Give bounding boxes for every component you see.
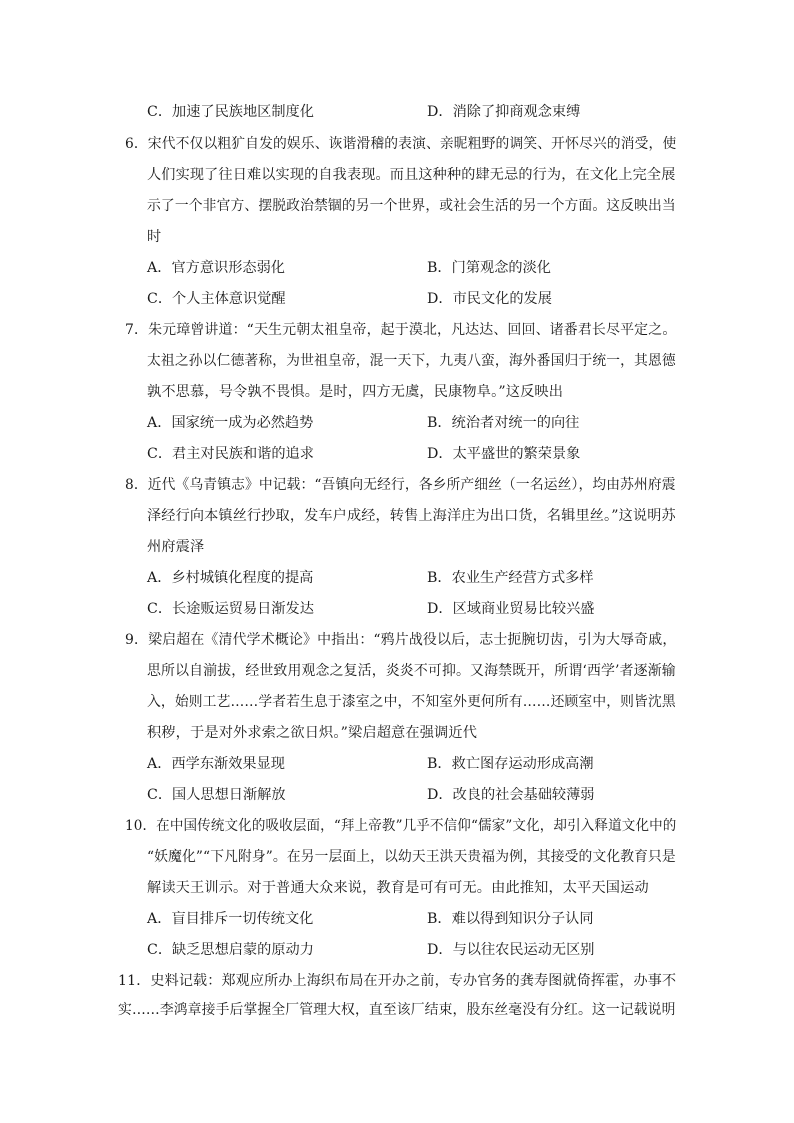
q11-line-2: 实……李鸿章接手后掌握全厂管理大权，直至该厂结束，股东丝毫没有分红。这一记载说明 [118, 1002, 676, 1018]
q10-line-2: “妖魔化”“下凡附身”。在另一层面上，以幼天王洪天贵福为例，其接受的文化教育只是 [147, 849, 676, 865]
q9-option-d: D．改良的社会基础较薄弱 [427, 787, 595, 803]
q9-line-2: 思所以自湔拔，经世致用观念之复活，炎炎不可抑。又海禁既开，所谓‘西学’者逐渐输 [147, 663, 676, 679]
q7-option-b: B．统治者对统一的向往 [427, 415, 580, 431]
q6-line-4: 时 [147, 229, 162, 245]
q9-option-a: A．西学东渐效果显现 [147, 756, 285, 772]
option-prev-c: C．加速了民族地区制度化 [147, 104, 314, 120]
q8-option-d: D．区域商业贸易比较兴盛 [427, 601, 595, 617]
q8-line-2: 泽经行向本镇丝行抄取，发车户成经，转售上海洋庄为出口货，名辑里丝。”这说明苏 [147, 508, 676, 524]
q6-option-a: A．官方意识形态弱化 [147, 260, 285, 276]
q8-option-b: B．农业生产经营方式多样 [427, 570, 594, 586]
q10-option-d: D．与以往农民运动无区别 [427, 942, 595, 958]
q9-option-b: B．救亡图存运动形成高潮 [427, 756, 594, 772]
q9-option-c: C．国人思想日渐解放 [147, 787, 286, 803]
q6-line-2: 人们实现了往日难以实现的自我表现。而且这种种的肆无忌的行为，在文化上完全展 [147, 167, 676, 183]
q8-option-c: C．长途贩运贸易日渐发达 [147, 601, 314, 617]
q10-option-a: A．盲目排斥一切传统文化 [147, 911, 314, 927]
q9-line-3: 入，始则工艺……学者若生息于漆室之中，不知室外更何所有……还顾室中，则皆沈黑 [147, 694, 676, 710]
q10-option-c: C．缺乏思想启蒙的原动力 [147, 942, 314, 958]
q11-line-1: 11．史料记载：郑观应所办上海织布局在开办之前，专办官务的龚寿图就倚挥霍，办事不 [118, 973, 677, 989]
q8-line-1: 8．近代《乌青镇志》中记载：“吾镇向无经行，各乡所产细丝（一名运丝），均由苏州府震 [125, 477, 676, 493]
q6-option-d: D．市民文化的发展 [427, 291, 552, 307]
q6-line-3: 示了一个非官方、摆脱政治禁锢的另一个世界，或社会生活的另一个方面。这反映出当 [147, 198, 676, 214]
q8-option-a: A．乡村城镇化程度的提高 [147, 570, 314, 586]
q7-line-1: 7．朱元璋曾讲道：“天生元朝太祖皇帝，起于漠北，凡达达、回回、诸番君长尽平定之。 [125, 322, 677, 338]
q7-option-a: A．国家统一成为必然趋势 [147, 415, 314, 431]
q6-option-c: C．个人主体意识觉醒 [147, 291, 286, 307]
q7-option-d: D．太平盛世的繁荣景象 [427, 446, 581, 462]
q7-option-c: C．君主对民族和谐的追求 [147, 446, 314, 462]
q6-line-1: 6．宋代不仅以粗犷自发的娱乐、诙谐滑稽的表演、亲昵粗野的调笑、开怀尽兴的消受，使 [125, 136, 677, 152]
q7-line-3: 孰不思慕，号令孰不畏惧。是时，四方无虞，民康物阜。”这反映出 [147, 384, 564, 400]
q9-line-1: 9．梁启超在《清代学术概论》中指出：“鸦片战役以后，志士扼腕切齿，引为大辱奇戚， [125, 632, 677, 648]
q10-line-3: 解读天王训示。对于普通大众来说，教育是可有可无。由此推知，太平天国运动 [147, 880, 649, 896]
q10-option-b: B．难以得到知识分子认同 [427, 911, 594, 927]
q8-line-3: 州府震泽 [147, 539, 205, 555]
q9-line-4: 积秽，于是对外求索之欲日炽。”梁启超意在强调近代 [147, 725, 478, 741]
q10-line-1: 10．在中国传统文化的吸收层面，“拜上帝教”几乎不信仰“儒家”文化，却引入释道文化中的 [125, 818, 677, 834]
q6-option-b: B．门第观念的淡化 [427, 260, 551, 276]
option-prev-d: D．消除了抑商观念束缚 [427, 104, 581, 120]
q7-line-2: 太祖之孙以仁德著称，为世祖皇帝，混一天下，九夷八蛮，海外番国归于统一，其恩德 [147, 353, 676, 369]
